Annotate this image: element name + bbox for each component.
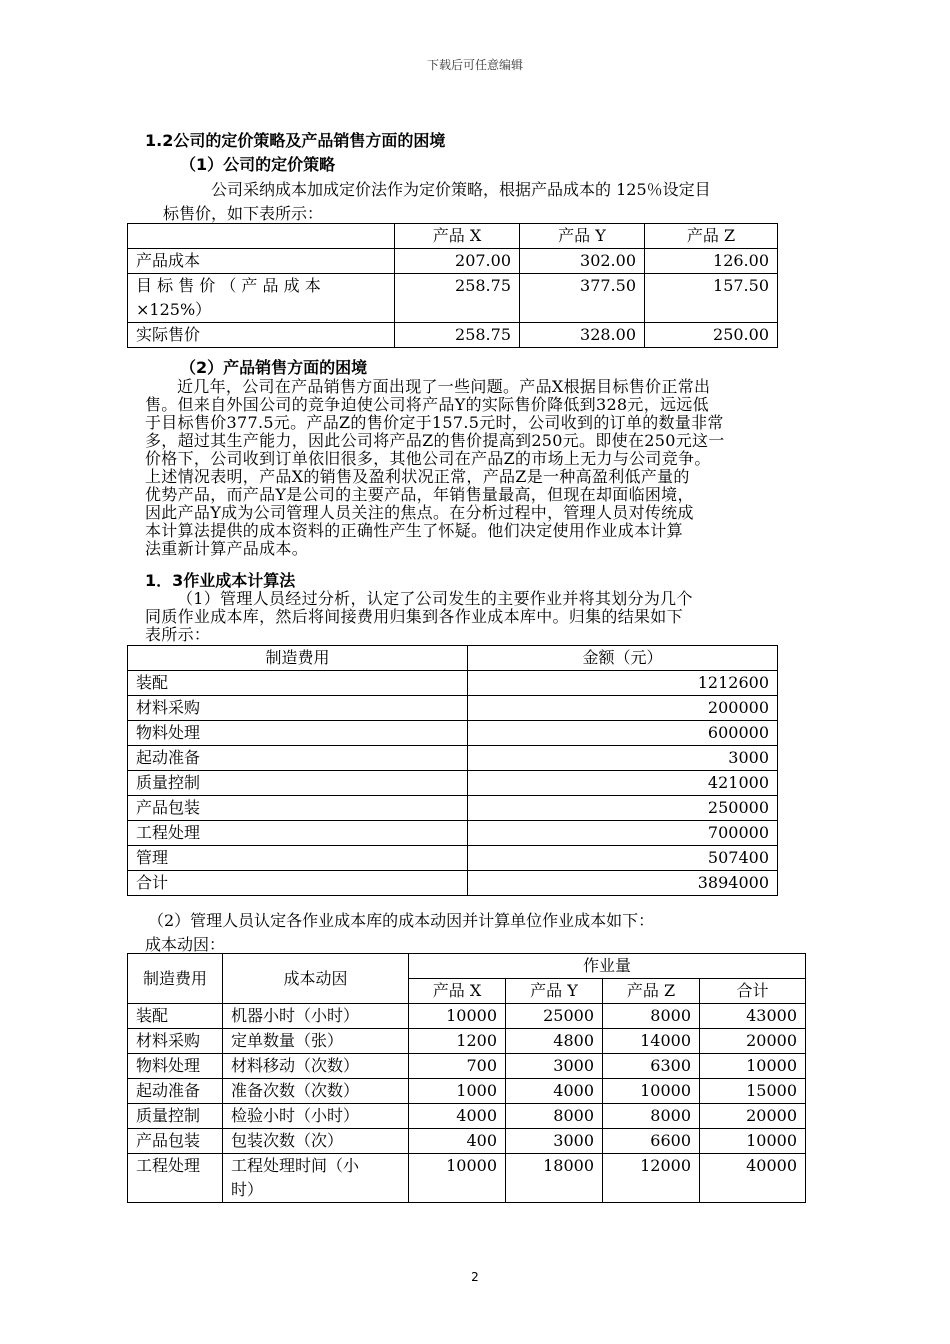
paragraph-line: 售。但来自外国公司的竞争迫使公司将产品Y的实际售价降低到328元，远远低	[145, 395, 709, 414]
cell-value: 250.00	[645, 323, 778, 348]
cost-driver	[223, 1154, 409, 1203]
table-header-cell: 产品 X	[395, 224, 520, 249]
row-label: 工程处理	[128, 1154, 223, 1203]
table-row	[128, 821, 778, 846]
cell-value: 250000	[468, 796, 778, 821]
driver-label: 成本动因：	[145, 935, 226, 954]
cost-driver: 检验小时（小时）	[223, 1104, 409, 1129]
subsection-title-difficulty: （2）产品销售方面的困境	[180, 358, 368, 377]
cell-value: 400	[409, 1129, 506, 1154]
row-label-line: 目 标 售 价 （ 产 品 成 本	[136, 276, 321, 295]
cell-value: 8000	[506, 1104, 603, 1129]
table-header-cell: 成本动因	[223, 954, 409, 1004]
cell-value: 4800	[506, 1029, 603, 1054]
cell-value: 1000	[409, 1079, 506, 1104]
row-label: 材料采购	[128, 1029, 223, 1054]
cell-value: 25000	[506, 1004, 603, 1029]
row-label: 工程处理	[128, 821, 468, 846]
cell-value: 377.50	[520, 274, 645, 323]
table-row	[128, 274, 778, 323]
row-label: 质量控制	[128, 771, 468, 796]
cell-value: 258.75	[395, 323, 520, 348]
table-row	[128, 671, 778, 696]
cell-value: 1200	[409, 1029, 506, 1054]
table-row	[128, 846, 778, 871]
difficulty-paragraph	[145, 378, 815, 558]
cell-value: 10000	[603, 1079, 700, 1104]
row-label: 装配	[128, 671, 468, 696]
cost-driver: 定单数量（张）	[223, 1029, 409, 1054]
row-label: 产品成本	[128, 249, 395, 274]
table-row	[128, 696, 778, 721]
table-row	[128, 249, 778, 274]
row-label: 产品包装	[128, 796, 468, 821]
table-row	[128, 1104, 806, 1129]
subsection-title-pricing: （1）公司的定价策略	[180, 155, 336, 174]
table-header-cell: 产品 Z	[645, 224, 778, 249]
table-row	[128, 871, 778, 896]
table-header-cell: 金额（元）	[468, 646, 778, 671]
cell-value: 6600	[603, 1129, 700, 1154]
paragraph-line: 本计算法提供的成本资料的正确性产生了怀疑。他们决定使用作业成本计算	[145, 521, 683, 540]
row-label: 合计	[128, 871, 468, 896]
cell-value: 10000	[409, 1154, 506, 1203]
table-header-row	[128, 646, 778, 671]
cost-driver: 机器小时（小时）	[223, 1004, 409, 1029]
row-label: 产品包装	[128, 1129, 223, 1154]
cell-value: 700	[409, 1054, 506, 1079]
section-title-1-3: 1．3作业成本计算法	[145, 571, 296, 590]
row-label	[128, 274, 395, 323]
cell-value: 40000	[700, 1154, 806, 1203]
table-header-cell: 制造费用	[128, 954, 223, 1004]
abc-paragraph	[145, 590, 815, 644]
table-row	[128, 1004, 806, 1029]
cell-value: 10000	[700, 1054, 806, 1079]
row-label: 管理	[128, 846, 468, 871]
cell-value: 207.00	[395, 249, 520, 274]
paragraph-line: 法重新计算产品成本。	[145, 539, 309, 558]
page-header: 下载后可任意编辑	[426, 58, 523, 72]
cell-value: 600000	[468, 721, 778, 746]
table-header-cell: 作业量	[409, 954, 806, 979]
table-header-cell: 产品 Y	[506, 979, 603, 1004]
table-row	[128, 721, 778, 746]
row-label: 装配	[128, 1004, 223, 1029]
cell-value: 302.00	[520, 249, 645, 274]
table-row	[128, 323, 778, 348]
row-label: 物料处理	[128, 721, 468, 746]
table-row	[128, 1029, 806, 1054]
cell-value: 157.50	[645, 274, 778, 323]
cell-value: 43000	[700, 1004, 806, 1029]
cell-value: 4000	[506, 1079, 603, 1104]
cell-value: 8000	[603, 1104, 700, 1129]
cell-value: 4000	[409, 1104, 506, 1129]
table-row	[128, 796, 778, 821]
paragraph-line: 表所示：	[145, 625, 211, 644]
section-title-1-2: 1.2公司的定价策略及产品销售方面的困境	[145, 131, 446, 150]
cell-value: 20000	[700, 1029, 806, 1054]
table-header-cell: 制造费用	[128, 646, 468, 671]
cell-value: 12000	[603, 1154, 700, 1203]
table-header-cell: 产品 Z	[603, 979, 700, 1004]
paragraph-line: 上述情况表明，产品X的销售及盈利状况正常，产品Z是一种高盈利低产量的	[145, 467, 690, 486]
row-label: 物料处理	[128, 1054, 223, 1079]
cell-value: 10000	[700, 1129, 806, 1154]
table-header-row	[128, 224, 778, 249]
paragraph-line: 同质作业成本库，然后将间接费用归集到各作业成本库中。归集的结果如下	[145, 607, 683, 626]
paragraph-line: 近几年，公司在产品销售方面出现了一些问题。产品X根据目标售价正常出	[177, 377, 711, 396]
table-header-cell: 产品 Y	[520, 224, 645, 249]
driver-intro-line: （2）管理人员认定各作业成本库的成本动因并计算单位作业成本如下：	[148, 911, 655, 930]
paragraph-line: 多，超过其生产能力，因此公司将产品Z的售价提高到250元。即使在250元这一	[145, 431, 725, 450]
table-header-row	[128, 954, 806, 979]
cost-driver-table	[127, 953, 806, 1203]
table-header-cell	[128, 224, 395, 249]
cell-value: 20000	[700, 1104, 806, 1129]
cell-value: 3000	[506, 1129, 603, 1154]
table-row	[128, 1154, 806, 1203]
table-row	[128, 1054, 806, 1079]
cell-value: 1212600	[468, 671, 778, 696]
cost-driver: 包装次数（次）	[223, 1129, 409, 1154]
cell-value: 421000	[468, 771, 778, 796]
paragraph-line: 于目标售价377.5元。产品Z的售价定于157.5元时，公司收到的订单的数量非常	[145, 413, 724, 432]
row-label: 实际售价	[128, 323, 395, 348]
paragraph-line: 因此产品Y成为公司管理人员关注的焦点。在分析过程中，管理人员对传统成	[145, 503, 694, 522]
cell-value: 3894000	[468, 871, 778, 896]
table-header-cell: 合计	[700, 979, 806, 1004]
cell-value: 126.00	[645, 249, 778, 274]
cell-value: 3000	[506, 1054, 603, 1079]
cell-value: 200000	[468, 696, 778, 721]
row-label-line: ×125%）	[136, 300, 212, 319]
cell-value: 18000	[506, 1154, 603, 1203]
cost-driver-line: 工程处理时间（小	[231, 1156, 360, 1175]
cell-value: 6300	[603, 1054, 700, 1079]
cell-value: 258.75	[395, 274, 520, 323]
paragraph-line: 优势产品，而产品Y是公司的主要产品，年销售量最高，但现在却面临困境，	[145, 485, 694, 504]
cell-value: 8000	[603, 1004, 700, 1029]
overhead-table	[127, 645, 778, 896]
table-row	[128, 1129, 806, 1154]
table-row	[128, 1079, 806, 1104]
paragraph-line: 价格下，公司收到订单依旧很多，其他公司在产品Z的市场上无力与公司竞争。	[145, 449, 711, 468]
table-row	[128, 746, 778, 771]
cost-driver: 准备次数（次数）	[223, 1079, 409, 1104]
cell-value: 14000	[603, 1029, 700, 1054]
row-label: 材料采购	[128, 696, 468, 721]
cell-value: 507400	[468, 846, 778, 871]
table-row	[128, 771, 778, 796]
cell-value: 328.00	[520, 323, 645, 348]
cell-value: 3000	[468, 746, 778, 771]
paragraph-line: （1）管理人员经过分析，认定了公司发生的主要作业并将其划分为几个	[177, 589, 693, 608]
row-label: 起动准备	[128, 746, 468, 771]
pricing-table	[127, 223, 778, 348]
intro-line-2: 标售价，如下表所示：	[163, 204, 324, 223]
cell-value: 10000	[409, 1004, 506, 1029]
cell-value: 15000	[700, 1079, 806, 1104]
row-label: 质量控制	[128, 1104, 223, 1129]
cell-value: 700000	[468, 821, 778, 846]
page-number: 2	[471, 1270, 479, 1284]
row-label: 起动准备	[128, 1079, 223, 1104]
table-header-cell: 产品 X	[409, 979, 506, 1004]
intro-line-1: 公司采纳成本加成定价法作为定价策略，根据产品成本的 125％设定目	[211, 180, 711, 199]
cost-driver-line: 时）	[231, 1180, 264, 1199]
cost-driver: 材料移动（次数）	[223, 1054, 409, 1079]
